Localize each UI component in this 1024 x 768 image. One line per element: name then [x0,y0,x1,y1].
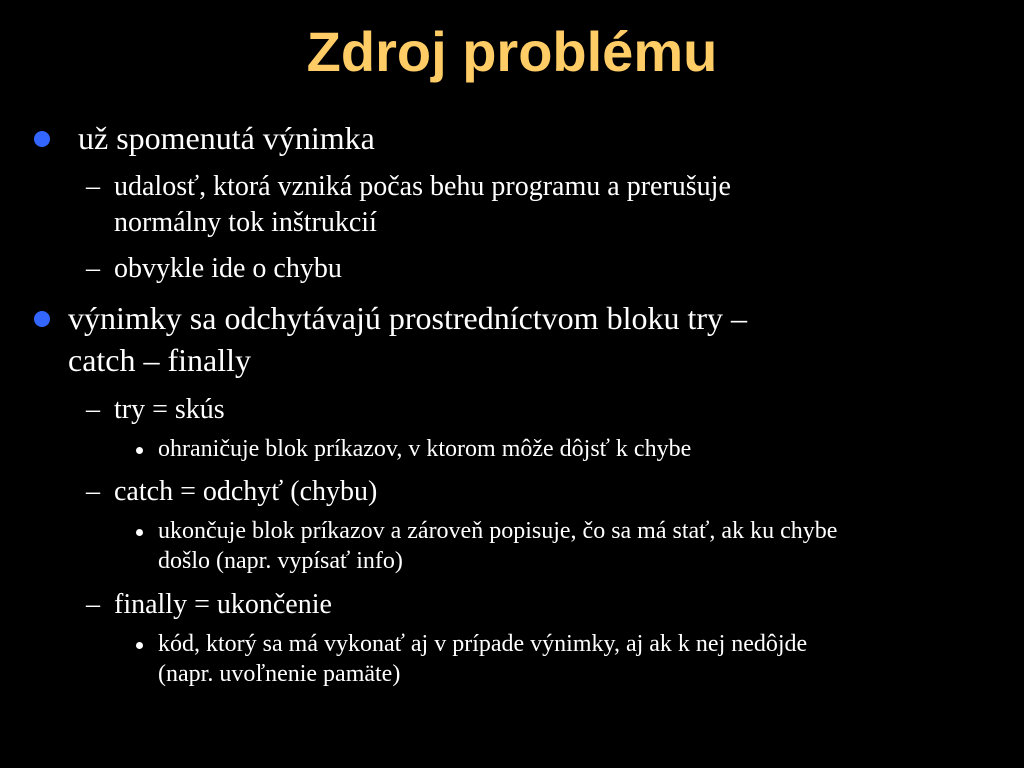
small-bullet-dot-icon [136,642,143,649]
detail-item: ohraničuje blok príkazov, v ktorom môže dôjsť k chybe [158,436,692,462]
detail-item: kód, ktorý sa má vykonať aj v prípade výnimky, aj ak k nej nedôjde [158,631,808,657]
sub-bullet-item-continuation: normálny tok inštrukcií [114,207,377,238]
bullet-item: výnimky sa odchytávajú prostredníctvom bloku try – [68,300,747,336]
sub-bullet-item: obvykle ide o chybu [114,253,342,284]
small-bullet-dot-icon [136,529,143,536]
dash-icon: – [86,589,100,620]
bullet-dot-icon [34,311,50,327]
sub-bullet-item: try = skús [114,394,225,425]
sub-bullet-item: udalosť, ktorá vzniká počas behu programu a prerušuje [114,171,731,202]
dash-icon: – [86,253,100,284]
dash-icon: – [86,476,100,507]
bullet-item: už spomenutá výnimka [78,120,375,156]
sub-bullet-item: catch = odchyť (chybu) [114,476,378,507]
slide-title: Zdroj problému [306,20,718,83]
sub-bullet-item: finally = ukončenie [114,589,332,620]
detail-item-continuation: došlo (napr. vypísať info) [158,548,403,574]
bullet-dot-icon [34,131,50,147]
detail-item: ukončuje blok príkazov a zároveň popisuje, čo sa má stať, ak ku chybe [158,518,838,544]
bullet-item-continuation: catch – finally [68,342,252,378]
dash-icon: – [86,394,100,425]
dash-icon: – [86,171,100,202]
small-bullet-dot-icon [136,447,143,454]
detail-item-continuation: (napr. uvoľnenie pamäte) [158,661,401,687]
